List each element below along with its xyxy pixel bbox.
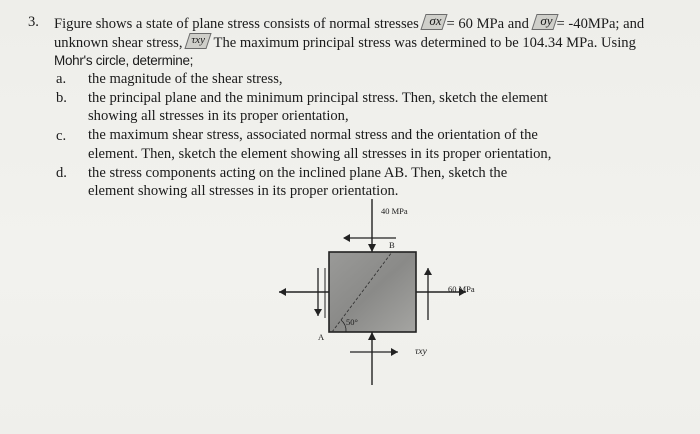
item-c-label: c. <box>56 128 67 144</box>
sigma-x-symbol: σx <box>421 14 448 30</box>
top-stress-label: 40 MPa <box>381 206 408 216</box>
problem-text-1a: Figure shows a state of plane stress consists of normal stresses <box>54 16 419 32</box>
problem-text-1b: = 60 MPa and <box>446 16 529 32</box>
item-b-text-2: showing all stresses in its proper orientation, <box>88 108 349 124</box>
point-a-label: A <box>318 332 325 342</box>
top-arrow-head <box>368 244 376 252</box>
item-d-text-1: the stress components acting on the inclined plane AB. Then, sketch the <box>88 165 508 181</box>
problem-text-2b: The maximum principal stress was determined to be 104.34 MPa. Using <box>213 35 636 51</box>
problem-number: 3. <box>28 14 39 30</box>
item-d-label: d. <box>56 165 67 181</box>
item-b-text-1: the principal plane and the minimum principal stress. Then, sketch the element <box>88 90 548 106</box>
item-c-text-2: element. Then, sketch the element showing all stresses in its proper orientation, <box>88 146 552 162</box>
problem-line-3: Mohr's circle, determine; <box>54 53 194 68</box>
item-b-label: b. <box>56 90 67 106</box>
item-a-label: a. <box>56 71 67 87</box>
right-shear-arrow-head <box>424 268 432 275</box>
sigma-y-symbol: σy <box>531 14 558 30</box>
top-shear-arrow-head <box>343 234 350 242</box>
stress-element-square <box>329 252 416 332</box>
item-d-text-2: element showing all stresses in its proper orientation. <box>88 183 399 199</box>
item-a-text-1: the magnitude of the shear stress, <box>88 71 283 87</box>
angle-label: 50° <box>346 317 358 327</box>
tau-xy-symbol: τxy <box>185 33 212 49</box>
bottom-arrow-head <box>368 332 376 340</box>
right-stress-label: 60 MPa <box>448 284 475 294</box>
problem-text-1c: = -40MPa; and <box>556 16 645 32</box>
left-shear-arrow-head <box>314 309 322 316</box>
problem-text-2a: unknown shear stress, <box>54 35 183 51</box>
left-arrow-head <box>279 288 286 296</box>
bottom-shear-arrow-head <box>391 348 398 356</box>
shear-stress-label: τxy <box>415 347 427 357</box>
point-b-label: B <box>389 240 395 250</box>
item-c-text-1: the maximum shear stress, associated normal stress and the orientation of the <box>88 127 538 143</box>
